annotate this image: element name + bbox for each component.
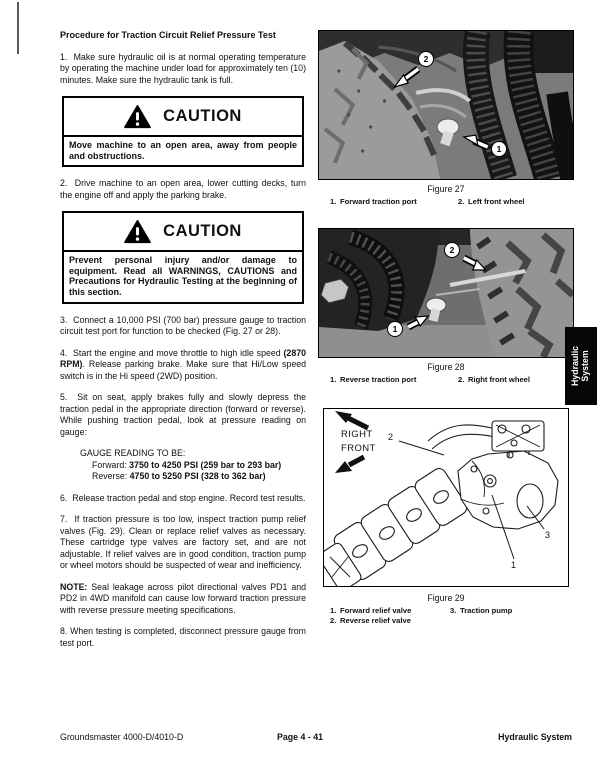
gauge-reading-block	[80, 448, 306, 483]
caution-header	[64, 98, 302, 135]
caution-text: Prevent personal injury and/or damage to equipment. Read all WARNINGS, CAUTIONS and Precautions for Hydraulic Testing at the beginning of this section.	[64, 250, 302, 301]
step-7: 7. If traction pressure is too low, inspect traction pump relief valves (Fig. 29). Clean or replace relief valves as necessary. These cartridge type valves are factory set, and are not adjustable. If relief valves are in good condition, traction pump or wheel motors should be suspected of wear and inefficiency.	[60, 514, 306, 571]
step-4: 4. Start the engine and move throttle to high idle speed (2870 RPM). Release parking brake. Make sure that Hi/Low speed switch is in the Hi speed (2WD) position.	[60, 347, 306, 381]
legend-item: 2. Left front wheel	[458, 197, 525, 206]
figure-27	[318, 30, 574, 209]
print-registration-mark	[17, 2, 19, 54]
figure29-caption: Figure 29	[427, 593, 465, 603]
legend-item: 2. Right front wheel	[458, 375, 531, 384]
legend-item: 3. Traction pump	[450, 606, 513, 615]
caution-header	[64, 213, 302, 250]
step-1: 1. Make sure hydraulic oil is at normal operating temperature by operating the machine under load for approximately ten (10) minutes. Make sure the hydraulic tank is full.	[60, 51, 306, 85]
figure28-caption: Figure 28	[427, 362, 465, 372]
legend-item: 2. Reverse relief valve	[330, 615, 411, 625]
caution-word: CAUTION	[163, 222, 242, 241]
figure27-callout-2: 2	[418, 51, 434, 67]
figure29-callout-2: 2	[388, 432, 394, 442]
legend-item: 1. Forward relief valve	[330, 606, 412, 615]
step-3: 3. Connect a 10,000 PSI (700 bar) pressure gauge to traction circuit test port for function to be checked (Fig. 27 or 28).	[60, 314, 306, 337]
figure27-legend	[318, 197, 574, 209]
figure28-callout-2: 2	[444, 242, 460, 258]
side-tab-label: Hydraulic System	[570, 345, 590, 387]
figure29-callout-1: 1	[511, 560, 517, 570]
page-footer	[0, 732, 600, 746]
figure29-label-right: RIGHT	[341, 429, 373, 440]
figure-29	[323, 408, 569, 628]
procedure-column	[60, 30, 306, 659]
step-5: 5. Sit on seat, apply brakes fully and slowly depress the traction pedal in the appropriate direction (forward or reverse). While pushing traction pedal, look at pressure reading on gauge:	[60, 392, 306, 437]
section-side-tab	[565, 327, 597, 405]
gauge-reverse-spec: Reverse: 4750 to 5250 PSI (328 to 362 bar)	[92, 471, 266, 482]
legend-item: 1. Forward traction port	[330, 197, 417, 206]
footer-page-number: Page 4 - 41	[277, 732, 323, 742]
caution-word: CAUTION	[163, 107, 242, 126]
figure29-legend	[323, 606, 569, 628]
legend-item: 1. Reverse traction port	[330, 375, 417, 384]
note-paragraph: NOTE: Seal leakage across pilot directional valves PD1 and PD2 in 4WD manifold can cause low forward traction pressure with reverse pressure meeting specifications.	[60, 581, 306, 615]
figure27-callout-1: 1	[491, 141, 507, 157]
gauge-heading: GAUGE READING TO BE:	[80, 448, 186, 459]
figure27-photo	[318, 30, 574, 180]
figure29-callout-3: 3	[545, 530, 551, 540]
caution-box-1	[62, 96, 304, 167]
figure27-caption: Figure 27	[427, 184, 465, 194]
figure28-photo	[318, 228, 574, 358]
warning-triangle-icon	[124, 105, 151, 129]
step-8: 8. When testing is completed, disconnect pressure gauge from test port.	[60, 626, 306, 648]
figure29-drawing	[323, 408, 569, 587]
figure-28	[318, 228, 574, 387]
warning-triangle-icon	[124, 220, 151, 244]
caution-text: Move machine to an open area, away from people and obstructions.	[64, 135, 302, 165]
step-6: 6. Release traction pedal and stop engine. Record test results.	[60, 492, 306, 503]
footer-section: Hydraulic System	[498, 732, 572, 742]
footer-model: Groundsmaster 4000-D/4010-D	[60, 732, 184, 742]
figure27-photo-art	[319, 31, 573, 179]
caution-box-2	[62, 211, 304, 303]
step-2: 2. Drive machine to an open area, lower cutting decks, turn the engine off and apply the parking brake.	[60, 178, 306, 200]
section-title: Procedure for Traction Circuit Relief Pressure Test	[60, 30, 276, 40]
figure29-label-front: FRONT	[341, 443, 376, 454]
gauge-forward-spec: Forward: 3750 to 4250 PSI (259 bar to 293 bar)	[92, 459, 282, 470]
figure28-legend	[318, 375, 574, 387]
figure28-callout-1: 1	[387, 321, 403, 337]
